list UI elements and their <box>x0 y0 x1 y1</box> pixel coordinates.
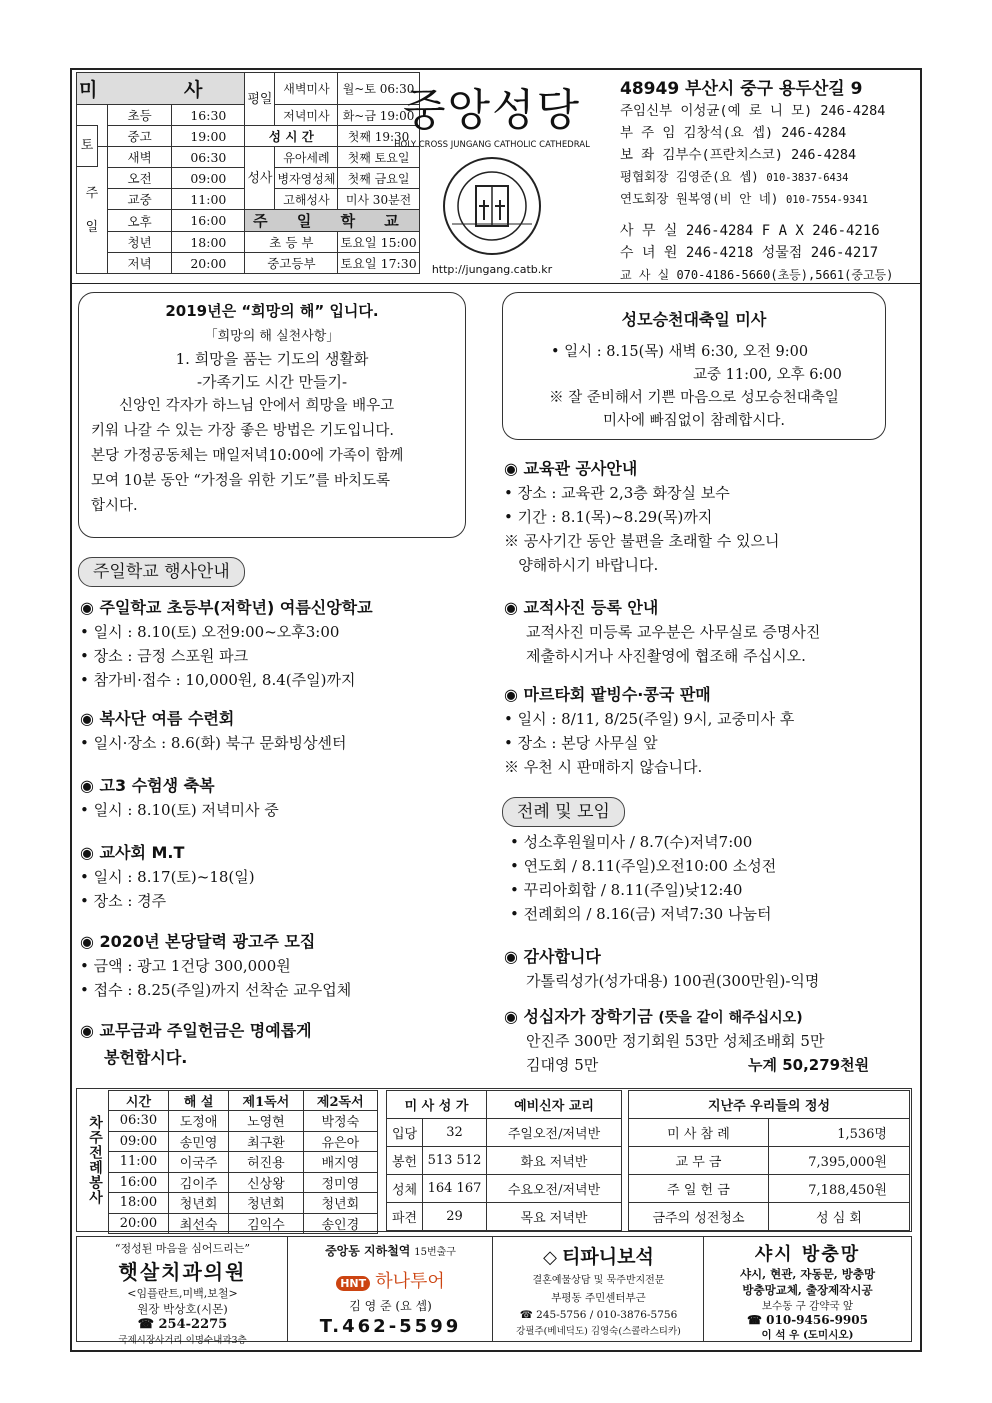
table-row <box>387 1175 622 1203</box>
sacrament1-time: 첫째 토요일 <box>338 147 419 168</box>
hope-subtitle: 「희망의 해 실천사항」 <box>204 329 340 344</box>
dawn-mass-time: 월~토 06:30 <box>338 73 419 105</box>
section-line: • 장소 : 본당 사무실 앞 <box>504 734 658 752</box>
table-cell: 송인경 <box>303 1213 377 1234</box>
section-line: 제출하시거나 사진촬영에 협조해 주십시오. <box>526 647 806 665</box>
staff4-role: 평협회장 <box>620 169 669 184</box>
ad-name: 티파니보석 <box>562 1246 654 1268</box>
sunday-row4-time: 16:00 <box>172 210 245 232</box>
section-title: ◉ 마르타회 팥빙수·콩국 판매 <box>504 685 711 704</box>
ad-line: 원장 박상호(시몬) <box>137 1302 228 1316</box>
liturgy-item: • 연도회 / 8.11(주일)오전10:00 소성전 <box>510 857 777 875</box>
sacrament1-name: 유아세례 <box>275 147 338 168</box>
sunday-row5-name: 청년 <box>107 232 172 253</box>
table-cell: 배지영 <box>303 1152 377 1173</box>
ad-line: 15번출구 <box>414 1247 456 1258</box>
event-exam-blessing <box>80 773 490 822</box>
table-cell: 최구환 <box>229 1131 303 1152</box>
scholarship-section <box>504 1004 914 1077</box>
address: 48949 부산시 중구 용두산길 9 <box>620 79 863 99</box>
ad-line: 보수동 구 감약국 앞 <box>761 1300 854 1312</box>
ad-line: 중앙동 지하철역 <box>325 1244 411 1258</box>
service-header: 해 설 <box>168 1091 228 1111</box>
service-table <box>108 1090 378 1234</box>
table-cell: 정미영 <box>303 1172 377 1193</box>
scholarship-line2: 김대영 5만 <box>526 1056 599 1074</box>
left-column <box>80 595 490 1068</box>
section-title: ◉ 교적사진 등록 안내 <box>504 598 659 617</box>
table-cell: 20:00 <box>109 1213 169 1234</box>
ad-name: 샤시 방충망 <box>754 1244 861 1265</box>
hope-body-line: 모여 10분 동안 “가정을 위한 기도”를 바치도록 <box>91 473 391 489</box>
hope-item: 1. 희망을 품는 기도의 생활화 <box>175 350 369 368</box>
evening-mass-label: 저녁미사 <box>275 105 338 126</box>
table-cell: 박정숙 <box>303 1111 377 1132</box>
sat-row2-name: 중고 <box>107 126 172 147</box>
section-title: ◉ 교사회 M.T <box>80 843 185 862</box>
service-header: 시간 <box>109 1091 169 1111</box>
section-title: ◉ 교무금과 주일헌금은 명예롭게 <box>80 1021 312 1040</box>
sunday-row2-time: 09:00 <box>172 168 245 189</box>
table-cell: 1,536명 <box>769 1119 910 1147</box>
sunday-row5-time: 18:00 <box>172 232 245 253</box>
table-cell: 06:30 <box>109 1111 169 1132</box>
thanks-title: ◉ 감사합니다 <box>504 947 601 966</box>
section-line: • 장소 : 교육관 2,3층 화장실 보수 <box>504 484 730 502</box>
holy-hour-time: 첫째 19:30 <box>338 126 419 147</box>
event-summer-school <box>80 595 490 692</box>
table-row <box>109 1172 378 1193</box>
school1-time: 토요일 15:00 <box>338 232 419 253</box>
table-cell: 신상왕 <box>229 1172 303 1193</box>
scholarship-total: 누계 50,279천원 <box>748 1056 870 1074</box>
section-title: ◉ 주일학교 초등부(저학년) 여름신앙학교 <box>80 598 373 617</box>
section-title: ◉ 고3 수험생 축복 <box>80 776 215 795</box>
holy-hour-label: 성 시 간 <box>245 126 338 147</box>
ad-line: “정성된 마음을 심어드리는” <box>114 1242 251 1255</box>
staff5-name: 원복영(비 안 네) <box>675 191 779 206</box>
section-line: • 금액 : 광고 1건당 300,000원 <box>80 957 291 975</box>
table-cell: 성 심 회 <box>769 1203 910 1231</box>
table-row <box>629 1175 910 1203</box>
ad-line: 방충망교체, 출장제작시공 <box>742 1283 873 1297</box>
table-cell: 봉헌 <box>387 1147 423 1175</box>
ad-phone: T.462-5599 <box>319 1316 462 1337</box>
table-cell: 허진용 <box>229 1152 303 1173</box>
table-row <box>387 1203 622 1231</box>
scholarship-line1: 안진주 300만 정기회원 53만 성체조배회 5만 <box>526 1032 825 1050</box>
ad-line: 김 영 준 (요 셉) <box>349 1299 432 1313</box>
table-row <box>629 1119 910 1147</box>
assumption-line4: 미사에 빠짐없이 참례합시다. <box>603 413 785 429</box>
ad-line: <임플란트,미백,보철> <box>127 1287 238 1300</box>
section-line: • 일시·장소 : 8.6(화) 북구 문화빙상센터 <box>80 734 347 752</box>
sunday-row1-time: 06:30 <box>172 147 245 168</box>
table-cell: 18:00 <box>109 1193 169 1214</box>
sat-row2-time: 19:00 <box>172 126 245 147</box>
table-row <box>109 1131 378 1152</box>
sunday-row2-name: 오전 <box>107 168 172 189</box>
sacrament3-time: 미사 30분전 <box>338 189 419 210</box>
table-cell: 파견 <box>387 1203 423 1231</box>
liturgy-item: • 성소후원월미사 / 8.7(수)저녁7:00 <box>510 833 753 851</box>
school2-name: 중고등부 <box>245 253 338 274</box>
table-row <box>109 1111 378 1132</box>
table-row <box>109 1213 378 1234</box>
table-row <box>387 1119 622 1147</box>
table-cell: 7,188,450원 <box>769 1175 910 1203</box>
liturgy-item: • 꾸리아회합 / 8.11(주일)낮12:40 <box>510 881 743 899</box>
sacrament3-name: 고해성사 <box>275 189 338 210</box>
ad-line: 국제시장사거리 이명수내과3층 <box>118 1335 247 1346</box>
staff3-name: 김부수(프란치스코) <box>662 147 783 163</box>
convent-phone: 수 녀 원 246-4218 성물점 246-4217 <box>620 245 879 261</box>
event-calendar-ads <box>80 929 490 1002</box>
table-row <box>109 1193 378 1214</box>
ad-name: 햇살치과의원 <box>118 1260 247 1284</box>
thanks-section <box>504 944 914 993</box>
choir-header: 미 사 성 가 <box>387 1091 487 1119</box>
notice-martha-sale <box>504 682 914 779</box>
thanks-line: 가톨릭성가(성가대용) 100권(300만원)-익명 <box>526 972 820 990</box>
table-cell: 7,395,000원 <box>769 1147 910 1175</box>
assumption-line2: 교중 11:00, 오후 6:00 <box>693 367 842 383</box>
assumption-line3: ※ 잘 준비해서 기쁜 마음으로 성모승천대축일 <box>549 390 839 406</box>
sat-row1-name: 초등 <box>107 105 172 126</box>
section-title: ◉ 복사단 여름 수련회 <box>80 709 235 728</box>
table-cell: 청년회 <box>229 1193 303 1214</box>
section-line: • 참가비·접수 : 10,000원, 8.4(주일)까지 <box>80 671 356 689</box>
staff2-phone: 246-4284 <box>781 125 847 141</box>
section-line: • 접수 : 8.25(주일)까지 선착순 교우업체 <box>80 981 352 999</box>
sat-row1-time: 16:30 <box>172 105 245 126</box>
section-line: ※ 우천 시 판매하지 않습니다. <box>504 758 703 776</box>
assumption-title: 성모승천대축일 미사 <box>621 310 767 329</box>
notice-construction <box>504 456 914 577</box>
right-column <box>504 456 914 779</box>
staff4-name: 김영준(요 셉) <box>675 169 759 184</box>
hope-title: 2019년은 “희망의 해” 입니다. <box>165 302 379 320</box>
table-cell: 청년회 <box>168 1193 228 1214</box>
ad-phone: ☎ 254-2275 <box>137 1317 228 1332</box>
ad-dental <box>78 1236 288 1346</box>
office-phone: 사 무 실 246-4284 F A X 246-4216 <box>620 223 880 239</box>
staff5-role: 연도회장 <box>620 191 669 206</box>
scholarship-note: (뜻을 같이 해주십시오) <box>658 1010 803 1026</box>
section-line: • 장소 : 금정 스포원 파크 <box>80 647 249 665</box>
table-cell: 송민영 <box>168 1131 228 1152</box>
staff4-phone: 010-3837-6434 <box>766 172 849 184</box>
mass-heading: 미 사 <box>77 73 245 105</box>
section-line: 교적사진 미등록 교우분은 사무실로 증명사진 <box>526 623 821 641</box>
section-line: • 일시 : 8.10(토) 저녁미사 중 <box>80 801 279 819</box>
service-header: 제2독서 <box>303 1091 377 1111</box>
sunday-label-a: 주 <box>85 185 99 201</box>
table-cell: 16:00 <box>109 1172 169 1193</box>
table-row <box>387 1147 622 1175</box>
sunday-row4-name: 오후 <box>107 210 172 232</box>
table-row <box>109 1152 378 1173</box>
table-cell: 미 사 참 례 <box>629 1119 769 1147</box>
section-line: 봉헌합시다. <box>104 1048 188 1067</box>
church-logo-area <box>372 72 612 278</box>
evening-mass-hours: 화~금 19:00 <box>338 105 419 126</box>
section-title: ◉ 2020년 본당달력 광고주 모집 <box>80 932 316 951</box>
assumption-box <box>502 292 886 440</box>
sunday-row6-name: 저녁 <box>107 253 172 274</box>
sunday-school-heading: 주 일 학 교 <box>245 210 419 232</box>
ad-line: 이 석 우 (도미시오) <box>761 1329 854 1341</box>
hope-body-line: 합시다. <box>91 498 138 514</box>
school1-name: 초 등 부 <box>245 232 338 253</box>
section-line: 양해하시기 바랍니다. <box>504 556 659 574</box>
church-name: 중앙성당 <box>402 85 581 136</box>
offering-header: 지난주 우리들의 정성 <box>629 1091 910 1119</box>
catechism-header: 예비신자 교리 <box>487 1091 622 1119</box>
table-cell: 도정애 <box>168 1111 228 1132</box>
website-url: http://jungang.catb.kr <box>431 263 553 276</box>
hanatour-logo-icon: HNT <box>336 1276 370 1291</box>
table-cell: 주 일 헌 금 <box>629 1175 769 1203</box>
staff1-phone: 246-4284 <box>820 103 886 119</box>
table-cell: 김익수 <box>229 1213 303 1234</box>
liturgy-list <box>510 830 910 926</box>
notice-photo-registration <box>504 595 914 668</box>
staff3-role: 보 좌 <box>620 147 655 163</box>
mass-grid <box>76 72 417 282</box>
hope-body-line: 본당 가정공동체는 매일저녁10:00에 가족이 함께 <box>91 448 404 464</box>
weekday-side-label: 평일 <box>245 73 275 126</box>
table-cell: 11:00 <box>109 1152 169 1173</box>
sunday-school-events-tab: 주일학교 행사안내 <box>78 557 245 587</box>
contact-info <box>620 74 918 286</box>
ad-line: 샤시, 현관, 자동문, 방충망 <box>739 1267 876 1281</box>
table-cell: 이국주 <box>168 1152 228 1173</box>
table-cell: 수요오전/저녁반 <box>487 1175 622 1203</box>
section-line: • 일시 : 8/11, 8/25(주일) 9시, 교중미사 후 <box>504 710 795 728</box>
scholarship-title: ◉ 성십자가 장학기금 <box>504 1007 653 1026</box>
table-cell: 금주의 성전청소 <box>629 1203 769 1231</box>
ad-sash <box>705 1236 910 1342</box>
staff5-phone: 010-7554-9341 <box>785 194 869 206</box>
table-cell: 성체 <box>387 1175 423 1203</box>
saturday-side-label: 토 <box>76 125 98 167</box>
ad-phone: ☎ 245-5756 / 010-3876-5756 <box>519 1309 678 1321</box>
section-line: • 일시 : 8.10(토) 오전9:00~오후3:00 <box>80 623 340 641</box>
section-line: • 기간 : 8.1(목)~8.29(목)까지 <box>504 508 713 526</box>
table-row <box>629 1203 910 1231</box>
table-row <box>629 1147 910 1175</box>
staff1-role: 주임신부 <box>620 103 673 119</box>
choir-table <box>386 1090 622 1231</box>
dawn-mass-label: 새벽미사 <box>275 73 338 105</box>
sunday-row6-time: 20:00 <box>172 253 245 274</box>
liturgy-item: • 전례회의 / 8.16(금) 저녁7:30 나눔터 <box>510 905 772 923</box>
table-cell: 최선숙 <box>168 1213 228 1234</box>
table-cell: 유은아 <box>303 1131 377 1152</box>
event-teachers-mt <box>80 840 490 913</box>
school2-time: 토요일 17:30 <box>338 253 419 274</box>
table-cell: 주일오전/저녁반 <box>487 1119 622 1147</box>
ad-line: 강필주(베네딕도) 김영숙(스콜라스티카) <box>516 1326 681 1337</box>
table-cell: 김이주 <box>168 1172 228 1193</box>
section-line: • 장소 : 경주 <box>80 892 167 910</box>
hope-item-sub: -가족기도 시간 만들기- <box>196 373 348 391</box>
staff2-role: 부 주 임 <box>620 125 676 141</box>
table-cell: 교 무 금 <box>629 1147 769 1175</box>
hope-year-box <box>78 292 466 538</box>
ad-hanatour <box>289 1236 493 1342</box>
table-cell: 화요 저녁반 <box>487 1147 622 1175</box>
church-english-name: HOLY CROSS JUNGANG CATHOLIC CATHEDRAL <box>394 140 590 150</box>
event-offering-notice <box>80 1018 490 1068</box>
assumption-line1: • 일시 : 8.15(목) 새벽 6:30, 오전 9:00 <box>551 344 809 360</box>
sacrament-label: 성사 <box>245 147 275 210</box>
header-divider <box>70 283 922 284</box>
section-title: ◉ 교육관 공사안내 <box>504 459 638 478</box>
sacrament2-name: 병자영성체 <box>275 168 338 189</box>
ad-phone: ☎ 010-9456-9905 <box>747 1313 868 1327</box>
ad-name: 하나투어 <box>375 1271 445 1292</box>
table-cell: 09:00 <box>109 1131 169 1152</box>
table-cell: 29 <box>423 1203 487 1231</box>
sunday-label-b: 일 <box>85 219 99 235</box>
staff3-phone: 246-4284 <box>791 147 857 163</box>
table-cell: 목요 저녁반 <box>487 1203 622 1231</box>
table-cell: 164 167 <box>423 1175 487 1203</box>
ad-line: 부평동 주민센터부근 <box>551 1292 646 1304</box>
table-cell: 입당 <box>387 1119 423 1147</box>
section-line: ※ 공사기간 동안 불편을 초래할 수 있으니 <box>504 532 780 550</box>
diamond-icon: ◇ <box>543 1247 557 1268</box>
sunday-row1-name: 새벽 <box>107 147 172 168</box>
section-line: • 일시 : 8.17(토)~18(일) <box>80 868 255 886</box>
liturgy-meetings-tab: 전례 및 모임 <box>502 797 625 827</box>
offering-table <box>628 1090 910 1231</box>
ad-tiffany <box>494 1236 704 1342</box>
table-cell: 513 512 <box>423 1147 487 1175</box>
hope-body-line: 신앙인 각자가 하느님 안에서 희망을 배우고 <box>119 398 395 414</box>
table-cell: 32 <box>423 1119 487 1147</box>
sacrament2-time: 첫째 금요일 <box>338 168 419 189</box>
staff2-name: 김창석(요 셉) <box>683 125 774 141</box>
staff1-name: 이성균(예 로 니 모) <box>680 103 813 119</box>
ad-line: 결혼예물상담 및 묵주반지전문 <box>532 1275 665 1286</box>
event-altar-servers <box>80 706 490 755</box>
teacher-phone: 교 사 실 070-4186-5660(초등),5661(중고등) <box>620 268 894 282</box>
service-header: 제1독서 <box>229 1091 303 1111</box>
table-cell: 노영현 <box>229 1111 303 1132</box>
sunday-row3-time: 11:00 <box>172 189 245 210</box>
hope-body-line: 키워 나갈 수 있는 가장 좋은 방법은 기도입니다. <box>91 423 395 439</box>
table-cell: 청년회 <box>303 1193 377 1214</box>
service-side-label: 차주전례봉사 <box>87 1115 103 1205</box>
sunday-row3-name: 교중 <box>107 189 172 210</box>
church-seal-icon <box>432 154 552 259</box>
